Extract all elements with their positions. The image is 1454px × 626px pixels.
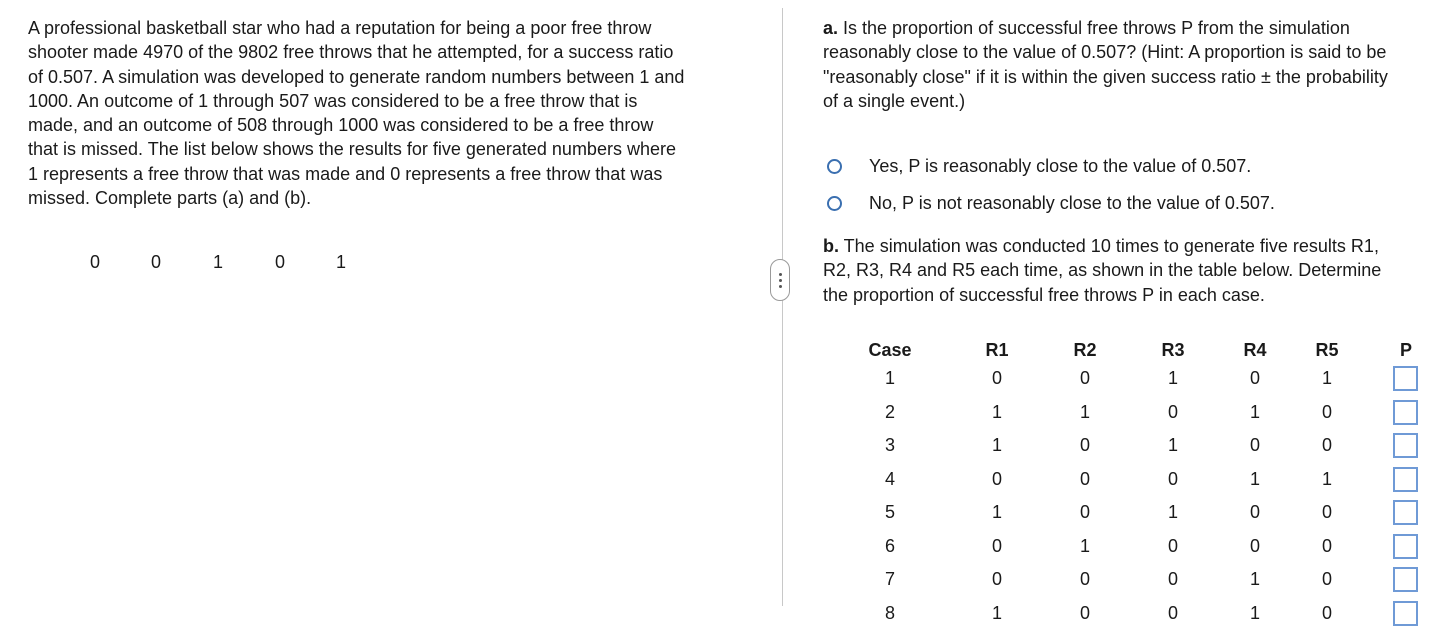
problem-line: 1000. An outcome of 1 through 507 was considered to be a free throw that is xyxy=(28,90,638,111)
result-cell: 1 xyxy=(1249,468,1260,489)
result-cell: 0 xyxy=(1321,535,1332,556)
proportion-answer-input[interactable] xyxy=(1393,500,1418,525)
problem-statement-pane xyxy=(28,16,748,272)
result-cell: 1 xyxy=(991,401,1002,422)
question-line: R2, R3, R4 and R5 each time, as shown in the table below. Determine xyxy=(823,260,1382,281)
result-cell: 0 xyxy=(1079,435,1090,455)
problem-line: that is missed. The list below shows the results for five generated numbers where xyxy=(28,139,676,160)
result-cell: 0 xyxy=(1079,368,1090,388)
column-header-p: P xyxy=(1399,340,1412,360)
proportion-answer-input[interactable] xyxy=(1393,534,1418,559)
question-line: "reasonably close" if it is within the given success ratio ± the probability xyxy=(823,66,1388,87)
result-cell: 0 xyxy=(1321,401,1332,422)
problem-line: A professional basketball star who had a reputation for being a poor free throw xyxy=(28,18,652,38)
question-line: The simulation was conducted 10 times to generate five results R1, xyxy=(839,236,1379,256)
problem-line: made, and an outcome of 508 through 1000 was considered to be a free throw xyxy=(28,115,654,136)
result-cell: 0 xyxy=(1167,468,1178,489)
column-header-r4: R4 xyxy=(1243,340,1267,360)
result-cell: 1 xyxy=(991,502,1002,522)
part-b-label: b. xyxy=(823,236,839,256)
part-a-options xyxy=(823,148,1275,222)
part-a-label: a. xyxy=(823,18,839,38)
question-pane xyxy=(823,16,1448,623)
generated-results xyxy=(28,252,388,274)
result-cell: 0 xyxy=(1079,502,1090,522)
question-line: of a single event.) xyxy=(823,90,966,111)
part-a-question xyxy=(823,16,1448,113)
proportion-answer-input[interactable] xyxy=(1393,567,1418,592)
result-cell: 0 xyxy=(1321,435,1332,455)
radio-button[interactable] xyxy=(827,159,842,174)
case-number: 8 xyxy=(884,602,895,623)
result-cell: 1 xyxy=(1249,569,1260,589)
column-header-r2: R2 xyxy=(1073,340,1097,360)
result-cell: 1 xyxy=(1249,602,1260,623)
result-value: 0 xyxy=(275,252,286,272)
column-header-r1: R1 xyxy=(985,340,1009,360)
column-header-case: Case xyxy=(868,340,912,360)
case-number: 6 xyxy=(884,535,895,556)
result-cell: 0 xyxy=(1249,435,1260,455)
option-no[interactable] xyxy=(823,185,1275,222)
result-cell: 0 xyxy=(1167,602,1178,623)
drag-handle-icon xyxy=(779,273,782,288)
proportion-answer-input[interactable] xyxy=(1393,467,1418,492)
result-cell: 1 xyxy=(1167,435,1178,455)
simulation-table xyxy=(823,336,1448,626)
result-cell: 0 xyxy=(991,569,1002,589)
result-cell: 0 xyxy=(1249,502,1260,522)
result-cell: 0 xyxy=(1079,468,1090,489)
result-cell: 1 xyxy=(1249,401,1260,422)
result-cell: 1 xyxy=(1321,468,1332,489)
column-header-r3: R3 xyxy=(1161,340,1185,360)
problem-line: shooter made 4970 of the 9802 free throws that he attempted, for a success ratio xyxy=(28,42,674,63)
radio-button[interactable] xyxy=(827,196,842,211)
case-number: 4 xyxy=(884,468,895,489)
result-value: 0 xyxy=(151,252,162,272)
proportion-answer-input[interactable] xyxy=(1393,366,1418,391)
problem-statement xyxy=(28,16,748,210)
proportion-answer-input[interactable] xyxy=(1393,601,1418,626)
pane-divider xyxy=(782,8,783,606)
proportion-answer-input[interactable] xyxy=(1393,433,1418,458)
problem-line: of 0.507. A simulation was developed to generate random numbers between 1 and xyxy=(28,66,685,87)
option-label: Yes, P is reasonably close to the value of 0.507. xyxy=(869,156,1252,176)
result-cell: 0 xyxy=(991,535,1002,556)
question-line: reasonably close to the value of 0.507? (Hint: A proportion is said to be xyxy=(823,42,1387,63)
result-cell: 0 xyxy=(1167,401,1178,422)
result-cell: 0 xyxy=(1079,602,1090,623)
pane-resize-handle[interactable] xyxy=(770,259,790,301)
result-cell: 0 xyxy=(1249,368,1260,388)
case-number: 2 xyxy=(884,401,895,422)
question-line: Is the proportion of successful free throws P from the simulation xyxy=(838,18,1350,38)
result-cell: 0 xyxy=(1167,535,1178,556)
result-cell: 1 xyxy=(1167,368,1178,388)
result-cell: 0 xyxy=(1321,502,1332,522)
case-number: 3 xyxy=(884,435,895,455)
result-cell: 0 xyxy=(991,468,1002,489)
result-value: 0 xyxy=(90,252,101,272)
case-number: 5 xyxy=(884,502,895,522)
result-cell: 0 xyxy=(991,368,1002,388)
result-cell: 1 xyxy=(1079,535,1090,556)
option-yes[interactable] xyxy=(823,148,1275,185)
result-cell: 1 xyxy=(1079,401,1090,422)
result-value: 1 xyxy=(336,252,347,272)
result-cell: 1 xyxy=(991,435,1002,455)
option-label: No, P is not reasonably close to the value of 0.507. xyxy=(869,193,1275,213)
result-cell: 0 xyxy=(1321,569,1332,589)
result-cell: 0 xyxy=(1321,602,1332,623)
result-cell: 1 xyxy=(991,602,1002,623)
proportion-answer-input[interactable] xyxy=(1393,400,1418,425)
part-b-question xyxy=(823,234,1448,307)
question-line: the proportion of successful free throws P in each case. xyxy=(823,284,1265,305)
result-cell: 0 xyxy=(1079,569,1090,589)
result-cell: 0 xyxy=(1249,535,1260,556)
problem-line: missed. Complete parts (a) and (b). xyxy=(28,188,312,209)
column-header-r5: R5 xyxy=(1315,340,1339,360)
result-cell: 1 xyxy=(1321,368,1332,388)
problem-line: 1 represents a free throw that was made and 0 represents a free throw that was xyxy=(28,163,663,184)
result-cell: 0 xyxy=(1167,569,1178,589)
result-value: 1 xyxy=(213,252,224,272)
case-number: 7 xyxy=(884,569,895,589)
result-cell: 1 xyxy=(1167,502,1178,522)
case-number: 1 xyxy=(884,368,895,388)
